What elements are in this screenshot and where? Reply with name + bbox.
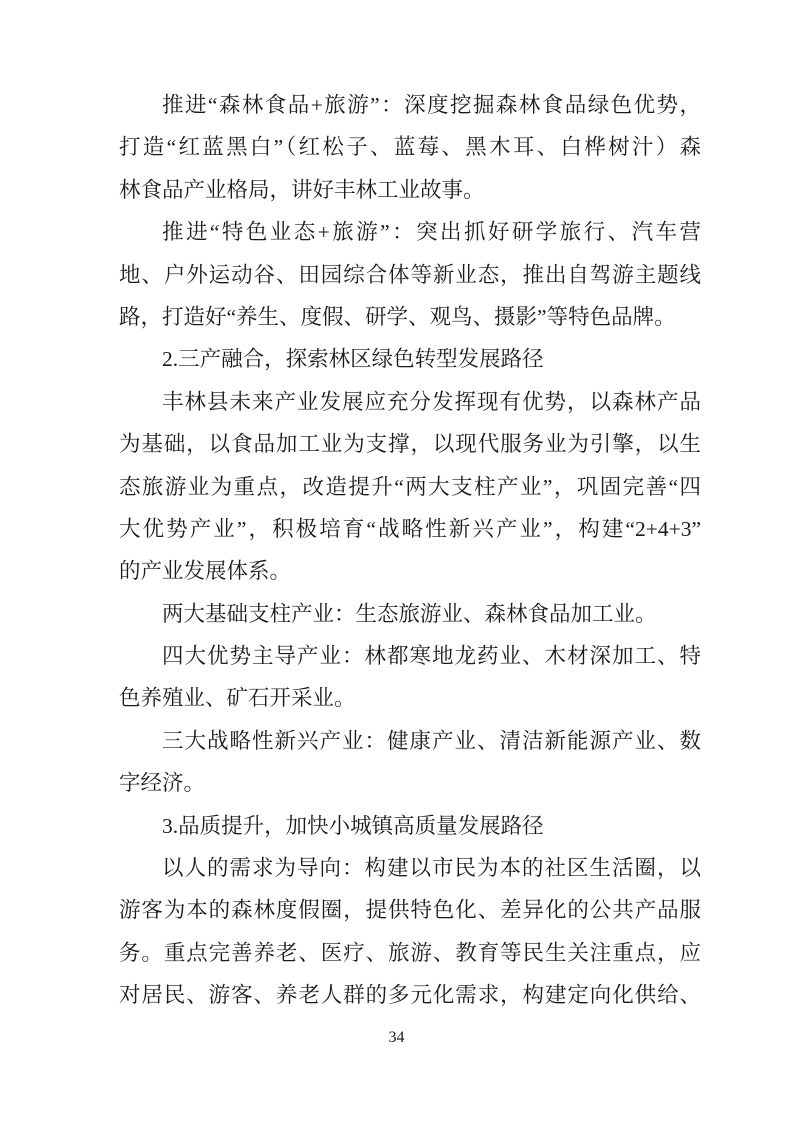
text-line: 打造“红蓝黑白”（红松子、蓝莓、黑木耳、白桦树汁）森 (119, 135, 701, 160)
text-line: 林食品产业格局，讲好丰林工业故事。 (119, 177, 485, 202)
text-line: 为基础，以食品加工业为支撑，以现代服务业为引擎，以生 (119, 432, 701, 457)
text-line: 推进“森林食品+旅游”：深度挖掘森林食品绿色优势， (162, 93, 701, 117)
section-heading: 3.品质提升，加快小城镇高质量发展路径 (162, 813, 544, 838)
text-block (119, 84, 701, 1017)
text-line: 色养殖业、矿石开采业。 (119, 686, 356, 711)
text-line: 的产业发展体系。 (119, 559, 292, 584)
text-line: 路，打造好“养生、度假、研学、观鸟、摄影”等特色品牌。 (119, 304, 676, 329)
text-line: 丰林县未来产业发展应充分发挥现有优势，以森林产品 (162, 389, 701, 414)
text-line: 对居民、游客、养老人群的多元化需求，构建定向化供给、 (119, 983, 701, 1008)
text-line: 三大战略性新兴产业：健康产业、清洁新能源产业、数 (162, 728, 701, 753)
text-line: 以人的需求为导向：构建以市民为本的社区生活圈，以 (162, 856, 701, 881)
text-line: 推进“特色业态+旅游”：突出抓好研学旅行、汽车营 (162, 220, 701, 245)
text-line: 态旅游业为重点，改造提升“两大支柱产业”，巩固完善“四 (119, 474, 701, 499)
text-line: 地、户外运动谷、田园综合体等新业态，推出自驾游主题线 (119, 262, 701, 287)
section-heading: 2.三产融合，探索林区绿色转型发展路径 (162, 347, 544, 372)
text-line: 游客为本的森林度假圈，提供特色化、差异化的公共产品服 (119, 898, 701, 923)
text-line: 务。重点完善养老、医疗、旅游、教育等民生关注重点，应 (119, 940, 701, 965)
text-line: 字经济。 (119, 771, 206, 796)
text-line: 两大基础支柱产业：生态旅游业、森林食品加工业。 (162, 601, 657, 626)
text-line: 四大优势主导产业：林都寒地龙药业、木材深加工、特 (162, 644, 701, 669)
page-number: 34 (388, 1029, 405, 1046)
text-line: 大优势产业”，积极培育“战略性新兴产业”，构建“2+4+3” (119, 516, 701, 541)
